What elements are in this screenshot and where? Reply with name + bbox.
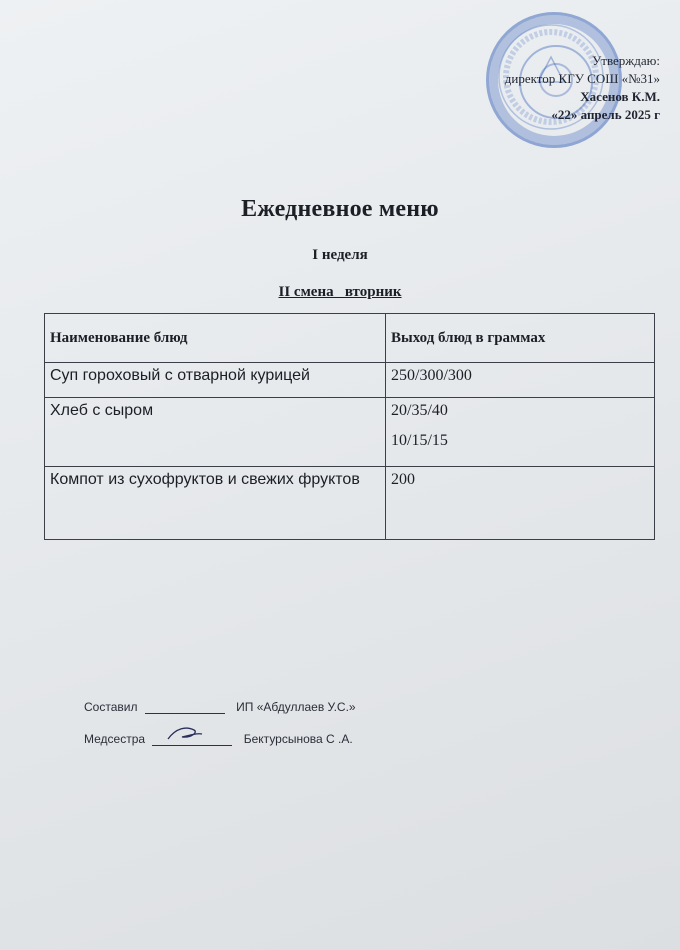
table-row	[45, 467, 655, 540]
compiled-label: Составил	[84, 700, 138, 714]
week-label: I неделя	[312, 247, 368, 263]
signature-block	[84, 700, 356, 752]
shift-label	[0, 284, 680, 301]
dish-cell: Хлеб с сыром	[45, 398, 386, 467]
dish-cell: Суп гороховый с отварной курицей	[45, 363, 386, 398]
weight-value: 20/35/40	[391, 402, 448, 419]
table-row	[45, 398, 655, 467]
weight-value: 250/300/300	[391, 367, 472, 384]
approval-block	[505, 52, 660, 124]
column-header: Наименование блюд	[45, 314, 386, 363]
menu-table	[44, 313, 655, 540]
handwritten-signature-icon	[164, 724, 204, 744]
compiled-name: ИП «Абдуллаев У.С.»	[236, 700, 356, 714]
nurse-label: Медсестра	[84, 732, 146, 746]
page-title: Ежедневное меню	[241, 196, 439, 222]
approval-line: Хасенов К.М.	[580, 89, 660, 104]
signature-line	[145, 701, 225, 714]
weight-value: 200	[391, 471, 415, 488]
compiled-by-row	[84, 700, 356, 720]
table-header-row	[45, 314, 655, 363]
weight-value: 10/15/15	[391, 432, 448, 449]
weight-cell	[386, 398, 655, 467]
approval-line: Утверждаю:	[592, 53, 660, 68]
dish-cell: Компот из сухофруктов и свежих фруктов	[45, 467, 386, 540]
weight-cell	[386, 467, 655, 540]
weight-cell	[386, 363, 655, 398]
column-header: Выход блюд в граммах	[386, 314, 655, 363]
table-row	[45, 363, 655, 398]
approval-line: директор КГУ СОШ «№31»	[504, 71, 660, 86]
nurse-row	[84, 732, 356, 752]
shift-text: II смена вторник	[278, 284, 402, 300]
nurse-name: Бектурсынова С .А.	[243, 732, 353, 746]
approval-line: «22» апрель 2025 г	[551, 107, 660, 122]
